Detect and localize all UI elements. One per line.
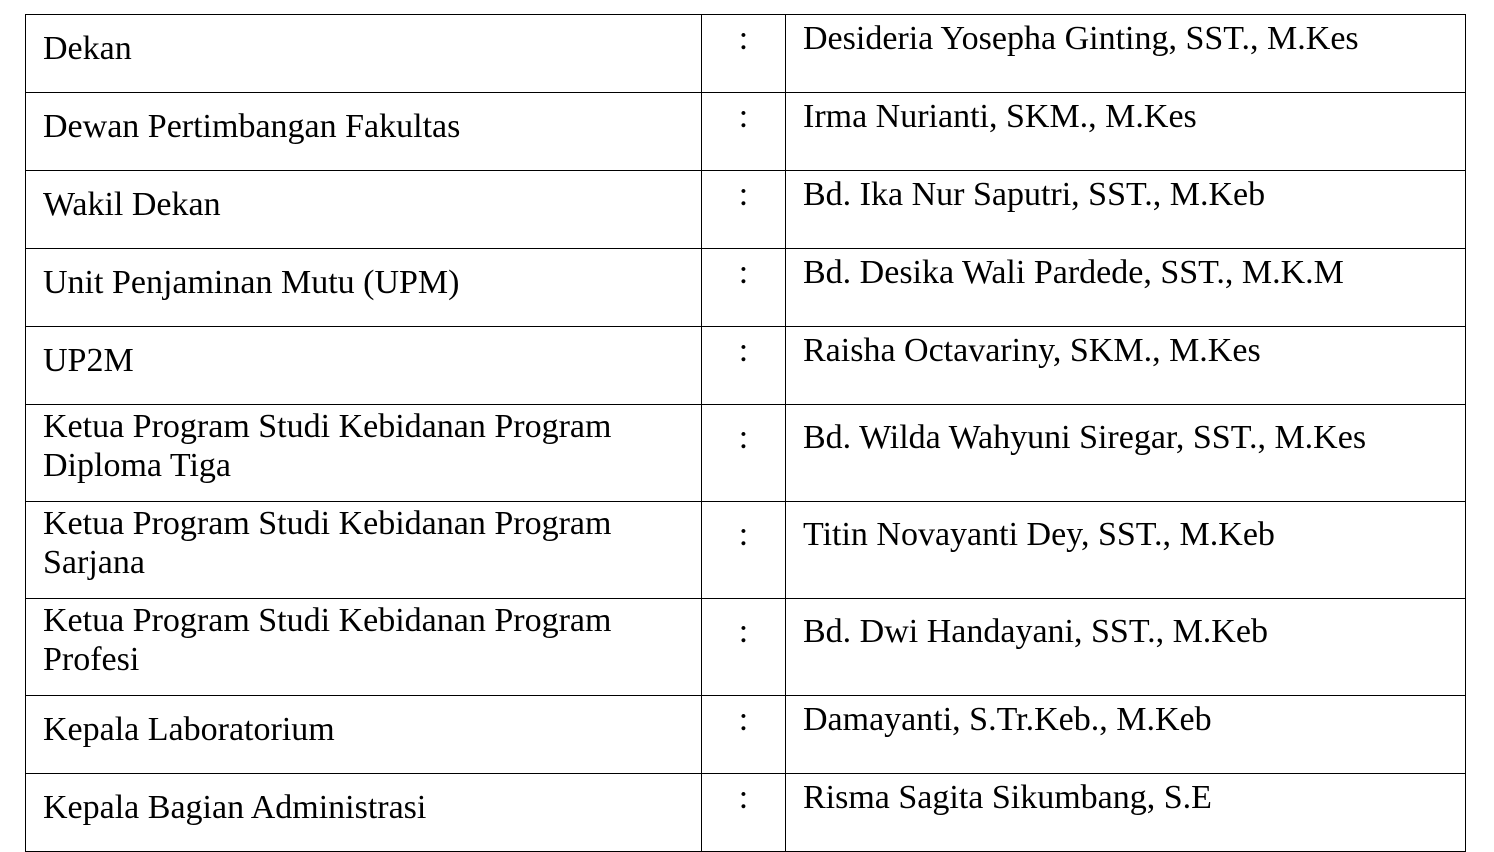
name-cell (786, 93, 1466, 171)
colon-separator: : (738, 701, 749, 738)
role-cell (26, 599, 702, 696)
role-label: Ketua Program Studi Kebidanan Program Profesi (43, 602, 612, 678)
role-cell (26, 171, 702, 249)
colon-separator: : (738, 613, 749, 650)
separator-cell (702, 171, 786, 249)
person-name: Bd. Ika Nur Saputri, SST., M.Keb (803, 176, 1266, 213)
colon-separator: : (738, 779, 749, 816)
person-name: Irma Nurianti, SKM., M.Kes (803, 98, 1197, 135)
colon-separator: : (738, 20, 749, 57)
table-row (26, 774, 1466, 852)
name-cell (786, 15, 1466, 93)
separator-cell (702, 93, 786, 171)
role-cell (26, 405, 702, 502)
role-cell (26, 502, 702, 599)
table-row (26, 15, 1466, 93)
table-row (26, 93, 1466, 171)
role-label: Dekan (43, 30, 132, 67)
role-label: Ketua Program Studi Kebidanan Program Diploma Tiga (43, 408, 612, 484)
colon-separator: : (738, 516, 749, 553)
role-cell (26, 774, 702, 852)
name-cell (786, 405, 1466, 502)
colon-separator: : (738, 419, 749, 456)
person-name: Bd. Desika Wali Pardede, SST., M.K.M (803, 254, 1344, 291)
name-cell (786, 502, 1466, 599)
table-row (26, 171, 1466, 249)
name-cell (786, 327, 1466, 405)
role-cell (26, 696, 702, 774)
role-label: Kepala Bagian Administrasi (43, 789, 427, 826)
role-cell (26, 249, 702, 327)
separator-cell (702, 327, 786, 405)
colon-separator: : (738, 176, 749, 213)
separator-cell (702, 599, 786, 696)
person-name: Titin Novayanti Dey, SST., M.Keb (803, 516, 1275, 553)
table-row (26, 327, 1466, 405)
separator-cell (702, 15, 786, 93)
person-name: Raisha Octavariny, SKM., M.Kes (803, 332, 1261, 369)
role-cell (26, 327, 702, 405)
role-cell (26, 93, 702, 171)
role-cell (26, 15, 702, 93)
table-row (26, 405, 1466, 502)
name-cell (786, 774, 1466, 852)
role-label: Kepala Laboratorium (43, 711, 335, 748)
table-row (26, 599, 1466, 696)
person-name: Damayanti, S.Tr.Keb., M.Keb (803, 701, 1212, 738)
role-label: Wakil Dekan (43, 186, 221, 223)
separator-cell (702, 502, 786, 599)
table-row (26, 696, 1466, 774)
name-cell (786, 171, 1466, 249)
role-label: Unit Penjaminan Mutu (UPM) (43, 264, 460, 301)
table-row (26, 502, 1466, 599)
role-label: UP2M (43, 342, 134, 379)
colon-separator: : (738, 332, 749, 369)
separator-cell (702, 774, 786, 852)
separator-cell (702, 696, 786, 774)
table-row (26, 249, 1466, 327)
person-name: Bd. Wilda Wahyuni Siregar, SST., M.Kes (803, 419, 1367, 456)
role-label: Ketua Program Studi Kebidanan Program Sarjana (43, 505, 612, 581)
person-name: Desideria Yosepha Ginting, SST., M.Kes (803, 20, 1359, 57)
colon-separator: : (738, 254, 749, 291)
person-name: Risma Sagita Sikumbang, S.E (803, 779, 1212, 816)
name-cell (786, 249, 1466, 327)
person-name: Bd. Dwi Handayani, SST., M.Keb (803, 613, 1268, 650)
colon-separator: : (738, 98, 749, 135)
separator-cell (702, 249, 786, 327)
officials-table (25, 14, 1466, 852)
name-cell (786, 599, 1466, 696)
role-label: Dewan Pertimbangan Fakultas (43, 108, 461, 145)
name-cell (786, 696, 1466, 774)
separator-cell (702, 405, 786, 502)
